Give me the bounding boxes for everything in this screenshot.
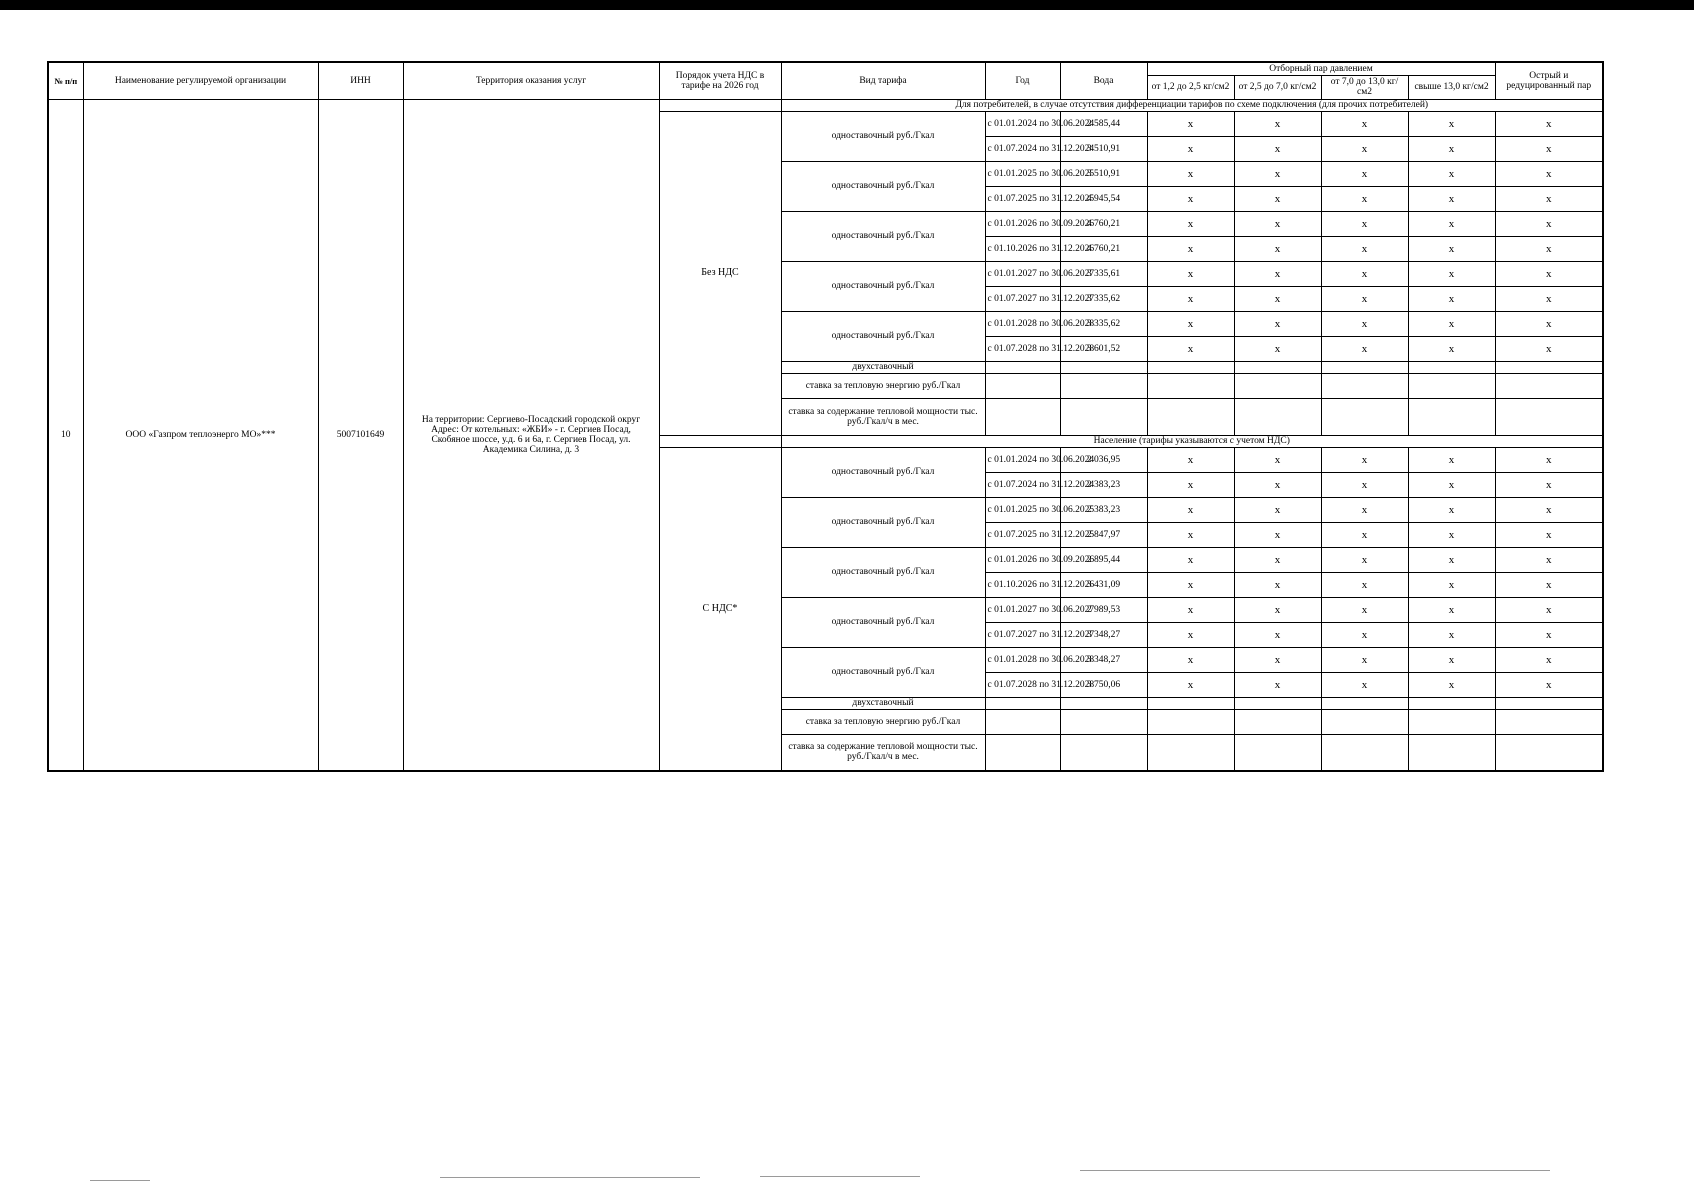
empty-cell	[1321, 734, 1408, 771]
not-applicable-mark: x	[1495, 572, 1603, 597]
not-applicable-mark: x	[1321, 647, 1408, 672]
not-applicable-mark: x	[1234, 497, 1321, 522]
water-value: 4 945,54	[1060, 186, 1147, 211]
period-cell: с 01.07.2028 по 31.12.2028	[985, 672, 1060, 697]
tariff-table	[47, 61, 1604, 772]
water-value: 3 335,62	[1060, 286, 1147, 311]
header-pressure-1: от 1,2 до 2,5 кг/см2	[1147, 75, 1234, 99]
empty-cell	[1147, 373, 1234, 398]
empty-cell	[1408, 697, 1495, 709]
not-applicable-mark: x	[1321, 336, 1408, 361]
period-cell: с 01.07.2025 по 31.12.2025	[985, 186, 1060, 211]
empty-cell	[1234, 373, 1321, 398]
empty-cell	[1495, 361, 1603, 373]
not-applicable-mark: x	[1495, 136, 1603, 161]
water-value: 2 383,23	[1060, 472, 1147, 497]
water-value: 3 431,09	[1060, 572, 1147, 597]
not-applicable-mark: x	[1495, 161, 1603, 186]
not-applicable-mark: x	[1408, 672, 1495, 697]
not-applicable-mark: x	[1147, 672, 1234, 697]
empty-cell	[1408, 373, 1495, 398]
not-applicable-mark: x	[1495, 672, 1603, 697]
not-applicable-mark: x	[1321, 522, 1408, 547]
period-cell: с 01.07.2027 по 31.12.2027	[985, 286, 1060, 311]
header-sharp-steam: Острый и редуцированный пар	[1495, 62, 1603, 99]
water-value: 4 760,21	[1060, 211, 1147, 236]
empty-cell	[1495, 734, 1603, 771]
period-cell: с 01.01.2027 по 30.06.2027	[985, 597, 1060, 622]
period-cell: с 01.01.2024 по 30.06.2024	[985, 111, 1060, 136]
header-water: Вода	[1060, 62, 1147, 99]
tariff-type-one-part: одноставочный руб./Гкал	[781, 547, 985, 597]
empty-cell	[1321, 697, 1408, 709]
not-applicable-mark: x	[1147, 497, 1234, 522]
not-applicable-mark: x	[1495, 286, 1603, 311]
water-value: 2 895,44	[1060, 547, 1147, 572]
not-applicable-mark: x	[1147, 547, 1234, 572]
period-cell: с 01.01.2027 по 30.06.2027	[985, 261, 1060, 286]
empty-cell	[1408, 709, 1495, 734]
not-applicable-mark: x	[1408, 622, 1495, 647]
water-value: 3 510,91	[1060, 161, 1147, 186]
not-applicable-mark: x	[1147, 286, 1234, 311]
empty-cell	[1234, 697, 1321, 709]
water-value: 2 989,53	[1060, 597, 1147, 622]
period-cell: с 01.01.2025 по 30.06.2025	[985, 497, 1060, 522]
tariff-type-one-part: одноставочный руб./Гкал	[781, 261, 985, 311]
not-applicable-mark: x	[1495, 647, 1603, 672]
not-applicable-mark: x	[1234, 597, 1321, 622]
not-applicable-mark: x	[1321, 186, 1408, 211]
empty-cell	[1234, 709, 1321, 734]
header-year: Год	[985, 62, 1060, 99]
empty-cell	[1060, 697, 1147, 709]
not-applicable-mark: x	[1147, 647, 1234, 672]
tariff-type-one-part: одноставочный руб./Гкал	[781, 161, 985, 211]
not-applicable-mark: x	[1408, 522, 1495, 547]
not-applicable-mark: x	[1147, 211, 1234, 236]
empty-cell	[1321, 709, 1408, 734]
tariff-type-one-part: одноставочный руб./Гкал	[781, 647, 985, 697]
not-applicable-mark: x	[1408, 597, 1495, 622]
tariff-type-two-part: двухставочный	[781, 697, 985, 709]
not-applicable-mark: x	[1321, 261, 1408, 286]
not-applicable-mark: x	[1495, 236, 1603, 261]
header-pressure-2: от 2,5 до 7,0 кг/см2	[1234, 75, 1321, 99]
water-value: 2 383,23	[1060, 497, 1147, 522]
header-num: № п/п	[48, 62, 83, 99]
row-number: 10	[48, 99, 83, 771]
water-value: 3 750,06	[1060, 672, 1147, 697]
not-applicable-mark: x	[1321, 672, 1408, 697]
not-applicable-mark: x	[1321, 572, 1408, 597]
inn-value: 5007101649	[318, 99, 403, 771]
not-applicable-mark: x	[1408, 572, 1495, 597]
empty-cell	[1060, 373, 1147, 398]
not-applicable-mark: x	[1147, 161, 1234, 186]
not-applicable-mark: x	[1147, 622, 1234, 647]
not-applicable-mark: x	[1234, 522, 1321, 547]
not-applicable-mark: x	[1408, 447, 1495, 472]
period-cell: с 01.10.2026 по 31.12.2026	[985, 572, 1060, 597]
header-territory: Территория оказания услуг	[403, 62, 659, 99]
empty-cell	[1147, 398, 1234, 435]
not-applicable-mark: x	[1147, 447, 1234, 472]
not-applicable-mark: x	[1234, 622, 1321, 647]
empty-cell	[1147, 734, 1234, 771]
not-applicable-mark: x	[1321, 547, 1408, 572]
not-applicable-mark: x	[1495, 311, 1603, 336]
period-cell: с 01.01.2026 по 30.09.2026	[985, 211, 1060, 236]
not-applicable-mark: x	[1408, 136, 1495, 161]
header-vat-order: Порядок учета НДС в тарифе на 2026 год	[659, 62, 781, 99]
scan-artifact	[760, 1176, 920, 1177]
not-applicable-mark: x	[1234, 161, 1321, 186]
not-applicable-mark: x	[1234, 111, 1321, 136]
not-applicable-mark: x	[1147, 186, 1234, 211]
not-applicable-mark: x	[1234, 647, 1321, 672]
not-applicable-mark: x	[1234, 336, 1321, 361]
empty-cell	[1234, 734, 1321, 771]
tariff-body	[48, 99, 1603, 771]
not-applicable-mark: x	[1234, 261, 1321, 286]
not-applicable-mark: x	[1234, 547, 1321, 572]
period-cell: с 01.10.2026 по 31.12.2026	[985, 236, 1060, 261]
water-value: 3 601,52	[1060, 336, 1147, 361]
not-applicable-mark: x	[1234, 447, 1321, 472]
not-applicable-mark: x	[1147, 472, 1234, 497]
not-applicable-mark: x	[1495, 186, 1603, 211]
not-applicable-mark: x	[1234, 236, 1321, 261]
not-applicable-mark: x	[1408, 111, 1495, 136]
water-value: 2 036,95	[1060, 447, 1147, 472]
not-applicable-mark: x	[1234, 286, 1321, 311]
not-applicable-mark: x	[1408, 311, 1495, 336]
not-applicable-mark: x	[1321, 472, 1408, 497]
tariff-type-two-part: двухставочный	[781, 361, 985, 373]
not-applicable-mark: x	[1495, 211, 1603, 236]
empty-cell	[985, 373, 1060, 398]
section-header-row	[48, 99, 1603, 111]
scan-top-edge	[0, 0, 1694, 10]
water-value: 3 348,27	[1060, 647, 1147, 672]
empty-cell	[1147, 361, 1234, 373]
tariff-type-one-part: одноставочный руб./Гкал	[781, 597, 985, 647]
not-applicable-mark: x	[1495, 111, 1603, 136]
not-applicable-mark: x	[1321, 311, 1408, 336]
scan-artifact	[1080, 1170, 1550, 1171]
header-steam-group: Отборный пар давлением	[1147, 62, 1495, 75]
not-applicable-mark: x	[1495, 597, 1603, 622]
not-applicable-mark: x	[1495, 522, 1603, 547]
water-value: 2 847,97	[1060, 522, 1147, 547]
not-applicable-mark: x	[1234, 136, 1321, 161]
not-applicable-mark: x	[1321, 161, 1408, 186]
not-applicable-mark: x	[1321, 211, 1408, 236]
period-cell: с 01.01.2024 по 30.06.2024	[985, 447, 1060, 472]
empty-cell	[985, 361, 1060, 373]
tariff-type-one-part: одноставочный руб./Гкал	[781, 447, 985, 497]
header-inn: ИНН	[318, 62, 403, 99]
empty-cell	[985, 709, 1060, 734]
not-applicable-mark: x	[1495, 472, 1603, 497]
tariff-type-one-part: одноставочный руб./Гкал	[781, 211, 985, 261]
capacity-rate-label: ставка за содержание тепловой мощности тыс. руб./Гкал/ч в мес.	[781, 734, 985, 771]
not-applicable-mark: x	[1408, 186, 1495, 211]
not-applicable-mark: x	[1321, 622, 1408, 647]
not-applicable-mark: x	[1147, 597, 1234, 622]
scan-artifact	[90, 1180, 150, 1181]
empty-cell	[1495, 398, 1603, 435]
energy-rate-label: ставка за тепловую энергию руб./Гкал	[781, 709, 985, 734]
empty-cell	[1060, 734, 1147, 771]
not-applicable-mark: x	[1147, 261, 1234, 286]
period-cell: с 01.01.2028 по 30.06.2028	[985, 647, 1060, 672]
not-applicable-mark: x	[1495, 497, 1603, 522]
not-applicable-mark: x	[1408, 336, 1495, 361]
not-applicable-mark: x	[1408, 497, 1495, 522]
header-org: Наименование регулируемой организации	[83, 62, 318, 99]
period-cell: с 01.07.2024 по 31.12.2024	[985, 472, 1060, 497]
section-title: Население (тарифы указываются с учетом НДС)	[781, 435, 1603, 447]
period-cell: с 01.01.2026 по 30.09.2026	[985, 547, 1060, 572]
empty-cell	[1321, 373, 1408, 398]
vat-order: Без НДС	[659, 111, 781, 435]
water-value: 3 335,61	[1060, 261, 1147, 286]
water-value: 3 348,27	[1060, 622, 1147, 647]
not-applicable-mark: x	[1408, 547, 1495, 572]
not-applicable-mark: x	[1495, 547, 1603, 572]
water-value: 2 585,44	[1060, 111, 1147, 136]
empty-cell	[1495, 373, 1603, 398]
not-applicable-mark: x	[1408, 286, 1495, 311]
header-tariff-type: Вид тарифа	[781, 62, 985, 99]
header-pressure-4: свыше 13,0 кг/см2	[1408, 75, 1495, 99]
not-applicable-mark: x	[1234, 311, 1321, 336]
not-applicable-mark: x	[1321, 447, 1408, 472]
empty-cell	[985, 734, 1060, 771]
empty-cell	[1060, 709, 1147, 734]
empty-cell	[1408, 361, 1495, 373]
not-applicable-mark: x	[1147, 522, 1234, 547]
not-applicable-mark: x	[1147, 111, 1234, 136]
not-applicable-mark: x	[1408, 236, 1495, 261]
empty-cell	[1495, 697, 1603, 709]
not-applicable-mark: x	[1408, 261, 1495, 286]
not-applicable-mark: x	[1147, 572, 1234, 597]
vat-spacer	[659, 435, 781, 447]
not-applicable-mark: x	[1408, 161, 1495, 186]
not-applicable-mark: x	[1147, 311, 1234, 336]
water-value: 3 510,91	[1060, 136, 1147, 161]
empty-cell	[1234, 361, 1321, 373]
vat-order: С НДС*	[659, 447, 781, 771]
empty-cell	[1060, 361, 1147, 373]
capacity-rate-label: ставка за содержание тепловой мощности тыс. руб./Гкал/ч в мес.	[781, 398, 985, 435]
tariff-sheet	[47, 61, 1602, 772]
not-applicable-mark: x	[1234, 472, 1321, 497]
empty-cell	[1234, 398, 1321, 435]
not-applicable-mark: x	[1234, 211, 1321, 236]
not-applicable-mark: x	[1495, 261, 1603, 286]
empty-cell	[985, 398, 1060, 435]
empty-cell	[1408, 398, 1495, 435]
not-applicable-mark: x	[1495, 336, 1603, 361]
organization-name: ООО «Газпром теплоэнерго МО»***	[83, 99, 318, 771]
period-cell: с 01.07.2028 по 31.12.2028	[985, 336, 1060, 361]
not-applicable-mark: x	[1408, 647, 1495, 672]
empty-cell	[1060, 398, 1147, 435]
water-value: 3 335,62	[1060, 311, 1147, 336]
scan-artifact	[440, 1177, 700, 1178]
empty-cell	[1321, 398, 1408, 435]
not-applicable-mark: x	[1408, 472, 1495, 497]
empty-cell	[1147, 709, 1234, 734]
territory-description: На территории: Сергиево-Посадский городской округ Адрес: От котельных: «ЖБИ» - г. Сергиев Посад, Скобяное шоссе, у.д. 6 и 6а, г. Сергиев Посад, ул. Академика Силина, д. 3	[403, 99, 659, 771]
not-applicable-mark: x	[1321, 497, 1408, 522]
tariff-type-one-part: одноставочный руб./Гкал	[781, 111, 985, 161]
section-title: Для потребителей, в случае отсутствия дифференциации тарифов по схеме подключения (для прочих потребителей)	[781, 99, 1603, 111]
period-cell: с 01.07.2027 по 31.12.2027	[985, 622, 1060, 647]
not-applicable-mark: x	[1408, 211, 1495, 236]
period-cell: с 01.07.2024 по 31.12.2024	[985, 136, 1060, 161]
empty-cell	[1408, 734, 1495, 771]
header-pressure-3: от 7,0 до 13,0 кг/см2	[1321, 75, 1408, 99]
energy-rate-label: ставка за тепловую энергию руб./Гкал	[781, 373, 985, 398]
tariff-type-one-part: одноставочный руб./Гкал	[781, 497, 985, 547]
empty-cell	[985, 697, 1060, 709]
not-applicable-mark: x	[1495, 447, 1603, 472]
not-applicable-mark: x	[1321, 136, 1408, 161]
not-applicable-mark: x	[1234, 572, 1321, 597]
not-applicable-mark: x	[1321, 597, 1408, 622]
not-applicable-mark: x	[1147, 236, 1234, 261]
not-applicable-mark: x	[1321, 111, 1408, 136]
tariff-type-one-part: одноставочный руб./Гкал	[781, 311, 985, 361]
empty-cell	[1321, 361, 1408, 373]
water-value: 4 760,21	[1060, 236, 1147, 261]
vat-spacer	[659, 99, 781, 111]
not-applicable-mark: x	[1321, 286, 1408, 311]
not-applicable-mark: x	[1147, 336, 1234, 361]
not-applicable-mark: x	[1147, 136, 1234, 161]
period-cell: с 01.01.2028 по 30.06.2028	[985, 311, 1060, 336]
not-applicable-mark: x	[1321, 236, 1408, 261]
empty-cell	[1147, 697, 1234, 709]
not-applicable-mark: x	[1234, 186, 1321, 211]
period-cell: с 01.01.2025 по 30.06.2025	[985, 161, 1060, 186]
not-applicable-mark: x	[1495, 622, 1603, 647]
empty-cell	[1495, 709, 1603, 734]
period-cell: с 01.07.2025 по 31.12.2025	[985, 522, 1060, 547]
not-applicable-mark: x	[1234, 672, 1321, 697]
